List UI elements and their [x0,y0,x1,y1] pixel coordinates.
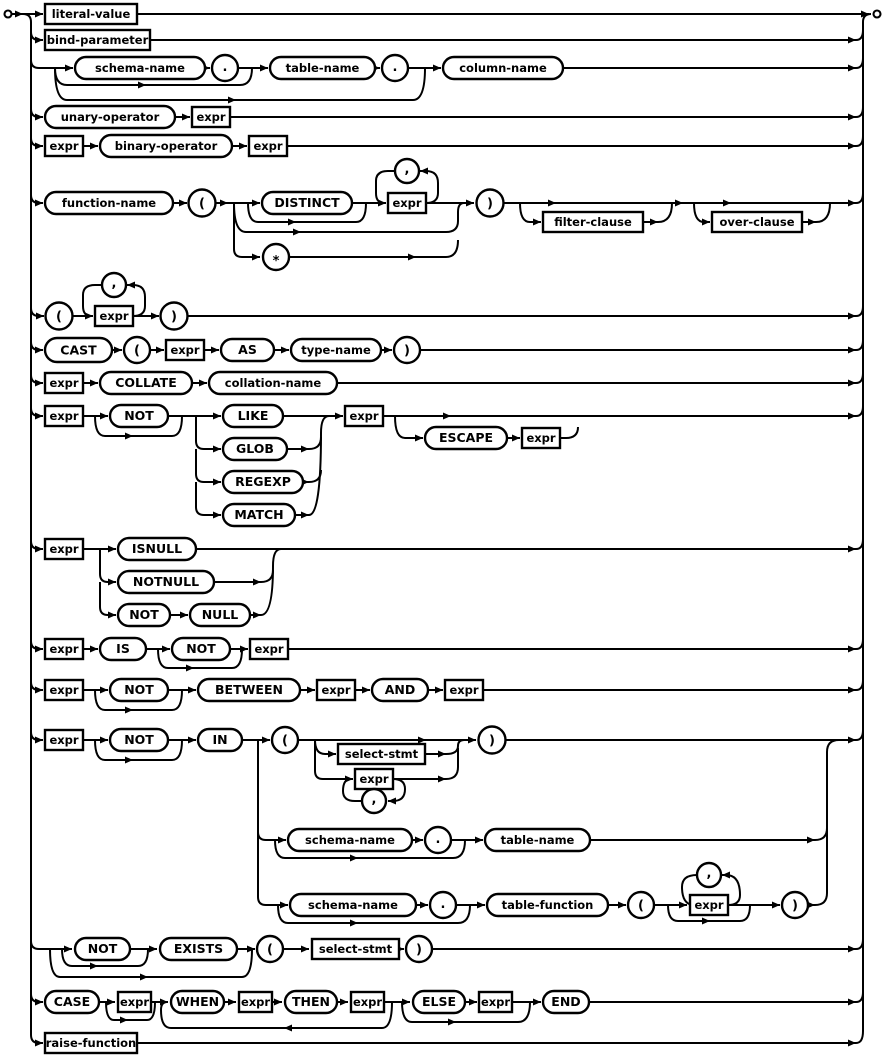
svg-text:function-name: function-name [61,196,157,210]
keyword-not [110,729,168,751]
svg-text:REGEXP: REGEXP [235,474,291,489]
svg-text:.: . [222,60,228,75]
punct-comma-icon [697,863,721,887]
svg-text:bind-parameter: bind-parameter [46,33,149,47]
svg-text:,: , [111,276,117,291]
svg-text:table-name: table-name [500,833,575,847]
svg-text:): ) [404,343,410,359]
svg-text:GLOB: GLOB [236,441,274,456]
nonterminal-raise-function[interactable] [45,1033,137,1053]
keyword-collate [100,372,192,394]
svg-text:select-stmt: select-stmt [318,942,393,956]
keyword-not [75,938,130,960]
nonterminal-expr[interactable] [45,680,83,700]
svg-text:AND: AND [384,682,416,697]
nonterminal-over-clause[interactable] [712,212,802,232]
punct-comma-icon [102,273,126,297]
svg-text:,: , [371,792,377,807]
keyword-between [198,679,300,701]
svg-text:expr: expr [49,642,79,656]
svg-text:THEN: THEN [292,994,330,1009]
svg-text:NOT: NOT [87,941,118,956]
nonterminal-expr[interactable] [345,406,383,426]
svg-text:END: END [551,994,581,1009]
svg-text:CASE: CASE [53,994,91,1009]
svg-text:IS: IS [116,641,130,656]
svg-text:): ) [416,942,422,958]
keyword-when [171,991,224,1013]
nonterminal-filter-clause[interactable] [543,212,643,232]
terminal-unary-operator [45,106,175,128]
svg-text:raise-function: raise-function [45,1036,137,1050]
punct-dot-icon [212,55,238,81]
punct-rparen-icon [782,892,808,918]
svg-text:filter-clause: filter-clause [554,215,632,229]
punct-lparen-icon [272,727,298,753]
keyword-exists [160,938,237,960]
nonterminal-expr[interactable] [445,680,483,700]
nonterminal-expr[interactable] [45,136,83,156]
nonterminal-expr[interactable] [250,639,288,659]
svg-text:DISTINCT: DISTINCT [274,195,340,210]
punct-star-icon [263,244,289,270]
keyword-not [110,405,168,427]
svg-text:.: . [392,60,398,75]
svg-text:NOT: NOT [124,408,154,423]
nonterminal-expr[interactable] [45,639,83,659]
keyword-else [413,991,465,1013]
nonterminal-expr[interactable] [45,539,83,559]
nonterminal-expr[interactable] [351,992,384,1012]
svg-text:expr: expr [449,683,479,697]
punct-comma-icon [362,789,386,813]
nonterminal-expr[interactable] [479,992,512,1012]
svg-text:.: . [435,832,441,847]
svg-text:expr: expr [694,898,724,912]
punct-dot-icon [430,892,456,918]
svg-text:schema-name: schema-name [308,898,398,912]
keyword-then [285,991,337,1013]
keyword-match [223,504,295,526]
svg-text:select-stmt: select-stmt [344,747,419,761]
svg-text:NOTNULL: NOTNULL [132,574,200,589]
svg-text:LIKE: LIKE [237,408,269,423]
punct-rparen-icon [479,727,506,754]
svg-text:expr: expr [49,139,79,153]
svg-text:expr: expr [49,542,79,556]
svg-text:schema-name: schema-name [95,61,185,75]
svg-text:): ) [792,898,798,914]
keyword-is [100,638,146,660]
svg-text:EXISTS: EXISTS [173,941,224,956]
keyword-as [221,339,274,361]
keyword-not [118,604,170,626]
keyword-glob [223,438,287,460]
terminal-table-name [485,829,590,851]
nonterminal-expr[interactable] [317,680,355,700]
nonterminal-expr[interactable] [249,136,287,156]
svg-text:table-name: table-name [285,61,360,75]
svg-text:expr: expr [352,995,383,1009]
nonterminal-expr[interactable] [522,428,560,448]
svg-text:schema-name: schema-name [305,833,395,847]
svg-text:,: , [706,866,712,881]
punct-lparen-icon [257,936,283,962]
entry-terminal-icon [5,11,12,18]
svg-text:expr: expr [359,772,389,786]
svg-text:ISNULL: ISNULL [131,541,183,556]
terminal-schema-name [288,829,412,851]
svg-text:expr: expr [240,995,271,1009]
keyword-distinct [262,192,352,214]
svg-text:,: , [404,162,410,177]
exit-terminal-icon [874,11,881,18]
punct-rparen-icon [477,190,504,217]
keyword-and [372,679,428,701]
svg-text:expr: expr [253,139,283,153]
svg-text:NOT: NOT [124,682,154,697]
svg-text:): ) [487,196,493,212]
svg-text:WHEN: WHEN [175,994,220,1009]
svg-text:(: ( [134,343,140,359]
svg-text:expr: expr [480,995,511,1009]
svg-text:IN: IN [212,732,228,747]
svg-text:expr: expr [392,196,422,210]
nonterminal-expr[interactable] [45,373,83,393]
terminal-table-name [270,57,375,79]
svg-text:expr: expr [349,409,379,423]
svg-text:): ) [171,309,177,325]
svg-text:ELSE: ELSE [421,994,457,1009]
svg-text:ESCAPE: ESCAPE [438,430,494,445]
keyword-case [45,991,99,1013]
svg-text:table-function: table-function [501,898,594,912]
nonterminal-expr[interactable] [118,992,151,1012]
svg-text:unary-operator: unary-operator [60,110,160,124]
nonterminal-expr[interactable] [166,340,204,360]
punct-rparen-icon [161,303,188,330]
punct-lparen-icon [124,337,150,363]
terminal-function-name [45,192,173,214]
nonterminal-expr[interactable] [239,992,272,1012]
svg-text:*: * [272,254,280,269]
keyword-notnull [118,571,214,593]
punct-lparen-icon [46,303,73,330]
nonterminal-expr[interactable] [355,769,393,789]
punct-comma-icon [395,159,419,183]
svg-text:collation-name: collation-name [224,376,322,390]
svg-text:binary-operator: binary-operator [114,139,218,153]
keyword-null [190,604,250,626]
terminal-schema-name [290,894,416,916]
keyword-in [198,729,242,751]
keyword-cast [45,338,112,362]
nonterminal-literal-value[interactable] [45,4,137,24]
punct-rparen-icon [406,936,432,962]
svg-text:(: ( [282,733,288,749]
svg-text:(: ( [267,942,273,958]
svg-text:(: ( [638,898,644,914]
svg-text:NOT: NOT [129,607,159,622]
punct-lparen-icon [189,190,216,217]
svg-text:type-name: type-name [301,343,371,357]
svg-text:expr: expr [526,431,556,445]
svg-text:): ) [489,733,495,749]
punct-lparen-icon [628,892,654,918]
keyword-isnull [118,538,196,560]
svg-text:expr: expr [49,376,79,390]
terminal-binary-operator [100,135,232,157]
svg-text:(: ( [199,196,205,212]
nonterminal-select-stmt[interactable] [338,744,425,764]
terminal-schema-name [75,57,205,79]
keyword-end [543,991,589,1013]
svg-text:(: ( [56,309,62,325]
connector-rails [5,11,881,1044]
punct-dot-icon [425,827,451,853]
svg-text:expr: expr [49,733,79,747]
svg-text:COLLATE: COLLATE [115,375,177,390]
svg-text:expr: expr [99,309,129,323]
svg-text:literal-value: literal-value [51,7,131,21]
nonterminal-expr[interactable] [95,306,133,326]
svg-text:NOT: NOT [186,641,216,656]
svg-text:CAST: CAST [60,342,97,358]
nonterminal-expr[interactable] [388,193,426,213]
svg-text:.: . [440,897,446,912]
svg-text:NULL: NULL [201,607,239,622]
nonterminal-expr[interactable] [192,107,230,127]
punct-dot-icon [382,55,408,81]
svg-text:column-name: column-name [459,61,547,75]
keyword-escape [425,427,507,449]
terminal-collation-name [209,372,337,394]
svg-text:MATCH: MATCH [234,507,284,522]
keyword-regexp [223,471,303,493]
terminal-column-name [443,57,563,79]
svg-text:expr: expr [321,683,351,697]
nonterminal-expr[interactable] [45,730,83,750]
terminal-table-function [487,894,608,916]
svg-text:expr: expr [49,409,79,423]
svg-text:expr: expr [254,642,284,656]
svg-text:expr: expr [119,995,150,1009]
svg-text:expr: expr [49,683,79,697]
svg-text:NOT: NOT [124,732,154,747]
keyword-not [110,679,168,701]
terminal-type-name [291,339,381,361]
nonterminal-bind-parameter[interactable] [45,30,150,50]
nonterminal-expr[interactable] [690,895,728,915]
svg-text:BETWEEN: BETWEEN [215,682,283,697]
punct-rparen-icon [394,337,420,363]
keyword-not [172,638,230,660]
svg-text:over-clause: over-clause [719,215,795,229]
svg-text:expr: expr [196,110,226,124]
nonterminal-expr[interactable] [45,406,83,426]
keyword-like [223,405,283,427]
svg-text:AS: AS [238,342,257,357]
svg-text:expr: expr [170,343,200,357]
nonterminal-select-stmt[interactable] [312,939,399,959]
